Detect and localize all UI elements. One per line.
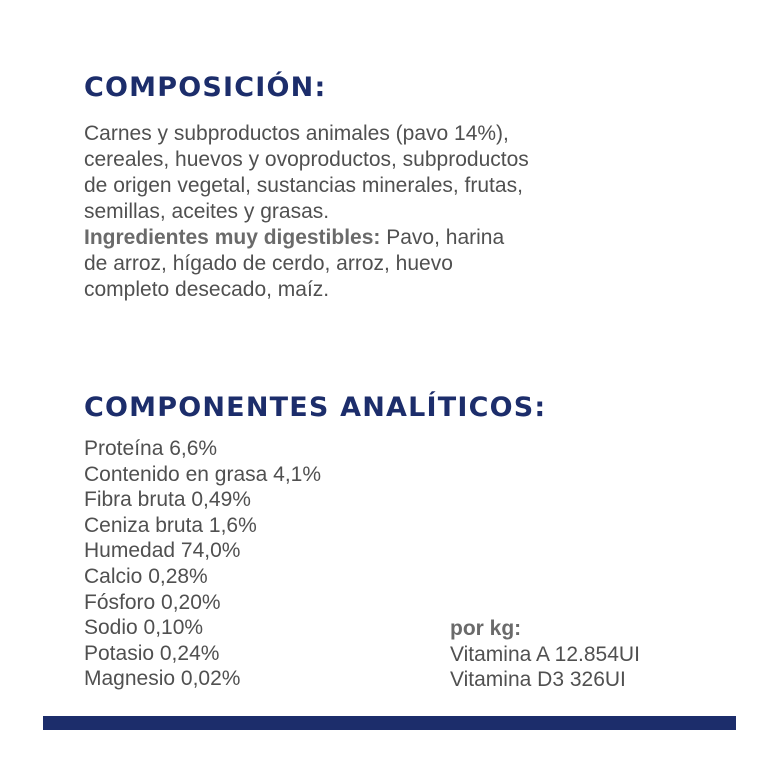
digestible-label: Ingredientes muy digestibles: bbox=[84, 226, 381, 249]
digestible-line: de arroz, hígado de cerdo, arroz, huevo bbox=[84, 252, 453, 275]
analytics-list bbox=[84, 436, 321, 692]
composition-heading: COMPOSICIÓN: bbox=[84, 72, 327, 103]
analytics-item: Magnesio 0,02% bbox=[84, 667, 241, 691]
analytics-item: Proteína 6,6% bbox=[84, 437, 218, 460]
vitamin-item: Vitamina D3 326UI bbox=[450, 668, 626, 692]
analytics-item: Calcio 0,28% bbox=[84, 564, 208, 588]
analytics-heading: COMPONENTES ANALÍTICOS: bbox=[84, 392, 547, 423]
analytics-item: Fósforo 0,20% bbox=[84, 590, 221, 614]
digestible-text: Pavo, harina bbox=[380, 226, 505, 249]
analytics-item: Potasio 0,24% bbox=[84, 641, 220, 665]
per-kg-title: por kg: bbox=[450, 617, 522, 640]
composition-line: semillas, aceites y grasas. bbox=[84, 200, 330, 223]
analytics-item: Fibra bruta 0,49% bbox=[84, 488, 251, 512]
digestible-line bbox=[84, 225, 684, 251]
analytics-item: Sodio 0,10% bbox=[84, 616, 204, 640]
analytics-item: Ceniza bruta 1,6% bbox=[84, 513, 257, 537]
per-kg-block bbox=[450, 616, 640, 693]
composition-line: cereales, huevos y ovoproductos, subproductos bbox=[84, 148, 529, 171]
vitamin-item: Vitamina A 12.854UI bbox=[450, 642, 640, 666]
analytics-item: Contenido en grasa 4,1% bbox=[84, 462, 321, 486]
analytics-item: Humedad 74,0% bbox=[84, 539, 241, 563]
footer-bar bbox=[43, 716, 736, 730]
composition-text bbox=[84, 121, 684, 303]
composition-line: de origen vegetal, sustancias minerales, frutas, bbox=[84, 174, 523, 197]
composition-line: Carnes y subproductos animales (pavo 14%), bbox=[84, 122, 509, 145]
digestible-line: completo desecado, maíz. bbox=[84, 278, 330, 301]
